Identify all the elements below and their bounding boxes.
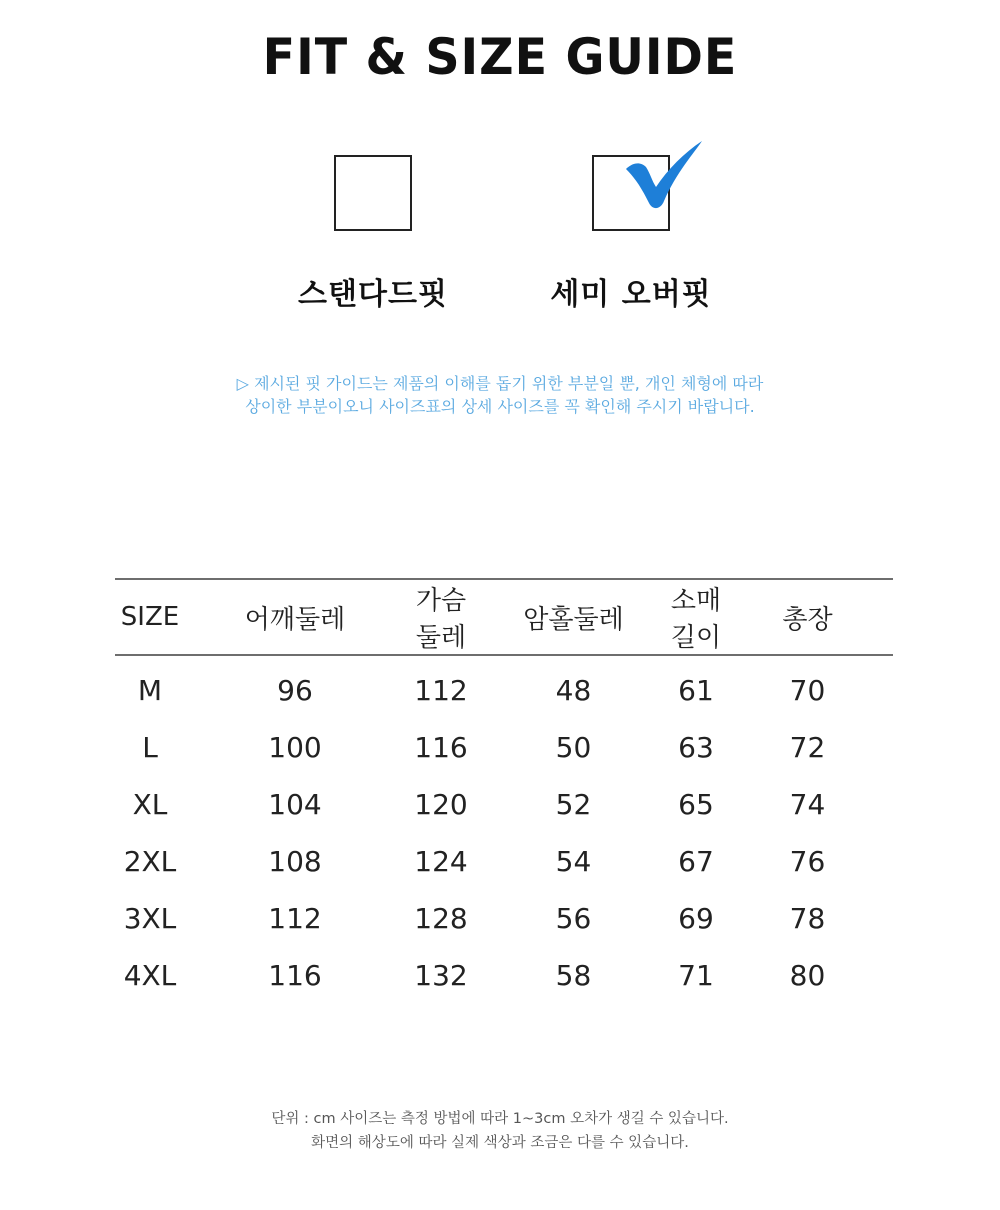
cell-chest: 128 [414, 902, 468, 935]
fit-checkbox-semi-over [592, 155, 670, 231]
cell-sleeve: 67 [678, 845, 714, 878]
fit-option-semi-over [531, 155, 731, 313]
cell-length: 70 [789, 674, 826, 707]
cell-chest: 124 [414, 845, 468, 878]
header-sleeve: 소매길이 [670, 579, 722, 655]
cell-armhole: 48 [555, 674, 592, 707]
cell-length: 80 [789, 959, 826, 992]
cell-armhole: 50 [555, 731, 592, 764]
header-length: 총장 [722, 579, 893, 655]
note-line-2: 상이한 부분이오니 사이즈표의 상세 사이즈를 꼭 확인해 주시기 바랍니다. [245, 397, 755, 416]
cell-sleeve: 71 [678, 959, 714, 992]
header-chest: 가슴둘레 [405, 579, 477, 655]
cell-sleeve: 63 [678, 731, 714, 764]
check-icon [624, 145, 704, 215]
cell-length: 74 [789, 788, 826, 821]
table-row [115, 655, 893, 719]
cell-size: L [142, 731, 158, 764]
size-table-header [115, 579, 893, 655]
cell-chest: 112 [414, 674, 468, 707]
header-armhole: 암홀둘레 [477, 579, 670, 655]
cell-sleeve: 69 [678, 902, 714, 935]
footnote-line-1: 단위 : cm 사이즈는 측정 방법에 따라 1~3cm 오차가 생길 수 있습니다. [271, 1111, 729, 1127]
cell-chest: 116 [414, 731, 468, 764]
fit-checkbox-standard [334, 155, 412, 231]
cell-sleeve: 65 [678, 788, 714, 821]
page-title: FIT & SIZE GUIDE [262, 27, 738, 86]
cell-sleeve: 61 [678, 674, 714, 707]
cell-chest: 120 [414, 788, 468, 821]
cell-shoulder: 96 [277, 674, 313, 707]
cell-chest: 132 [414, 959, 468, 992]
check-mark-shape [626, 141, 702, 208]
size-table [115, 578, 893, 1004]
fit-label-semi-over: 세미 오버핏 [550, 277, 712, 312]
fit-guide-note [0, 372, 1000, 418]
note-line-1: ▷ 제시된 핏 가이드는 제품의 이해를 돕기 위한 부분일 뿐, 개인 체형에 따라 [236, 374, 764, 393]
cell-armhole: 52 [555, 788, 592, 821]
cell-length: 72 [789, 731, 826, 764]
cell-size: 4XL [123, 959, 177, 992]
table-row [115, 776, 893, 833]
header-shoulder: 어깨둘레 [185, 579, 405, 655]
cell-armhole: 58 [555, 959, 592, 992]
footnote [0, 1107, 1000, 1155]
header-size: SIZE [115, 579, 185, 655]
cell-armhole: 56 [555, 902, 592, 935]
cell-size: M [137, 674, 163, 707]
cell-size: 3XL [123, 902, 177, 935]
cell-shoulder: 104 [268, 788, 322, 821]
cell-length: 78 [789, 902, 826, 935]
cell-size: XL [132, 788, 168, 821]
cell-shoulder: 108 [268, 845, 322, 878]
table-row [115, 719, 893, 776]
cell-size: 2XL [123, 845, 177, 878]
fit-option-standard [273, 155, 473, 313]
cell-armhole: 54 [555, 845, 592, 878]
cell-shoulder: 100 [268, 731, 322, 764]
table-row [115, 890, 893, 947]
table-row [115, 947, 893, 1004]
cell-shoulder: 112 [268, 902, 322, 935]
table-row [115, 833, 893, 890]
cell-shoulder: 116 [268, 959, 322, 992]
cell-length: 76 [789, 845, 826, 878]
fit-label-standard: 스탠다드핏 [298, 277, 448, 312]
footnote-line-2: 화면의 해상도에 따라 실제 색상과 조금은 다를 수 있습니다. [311, 1135, 689, 1151]
